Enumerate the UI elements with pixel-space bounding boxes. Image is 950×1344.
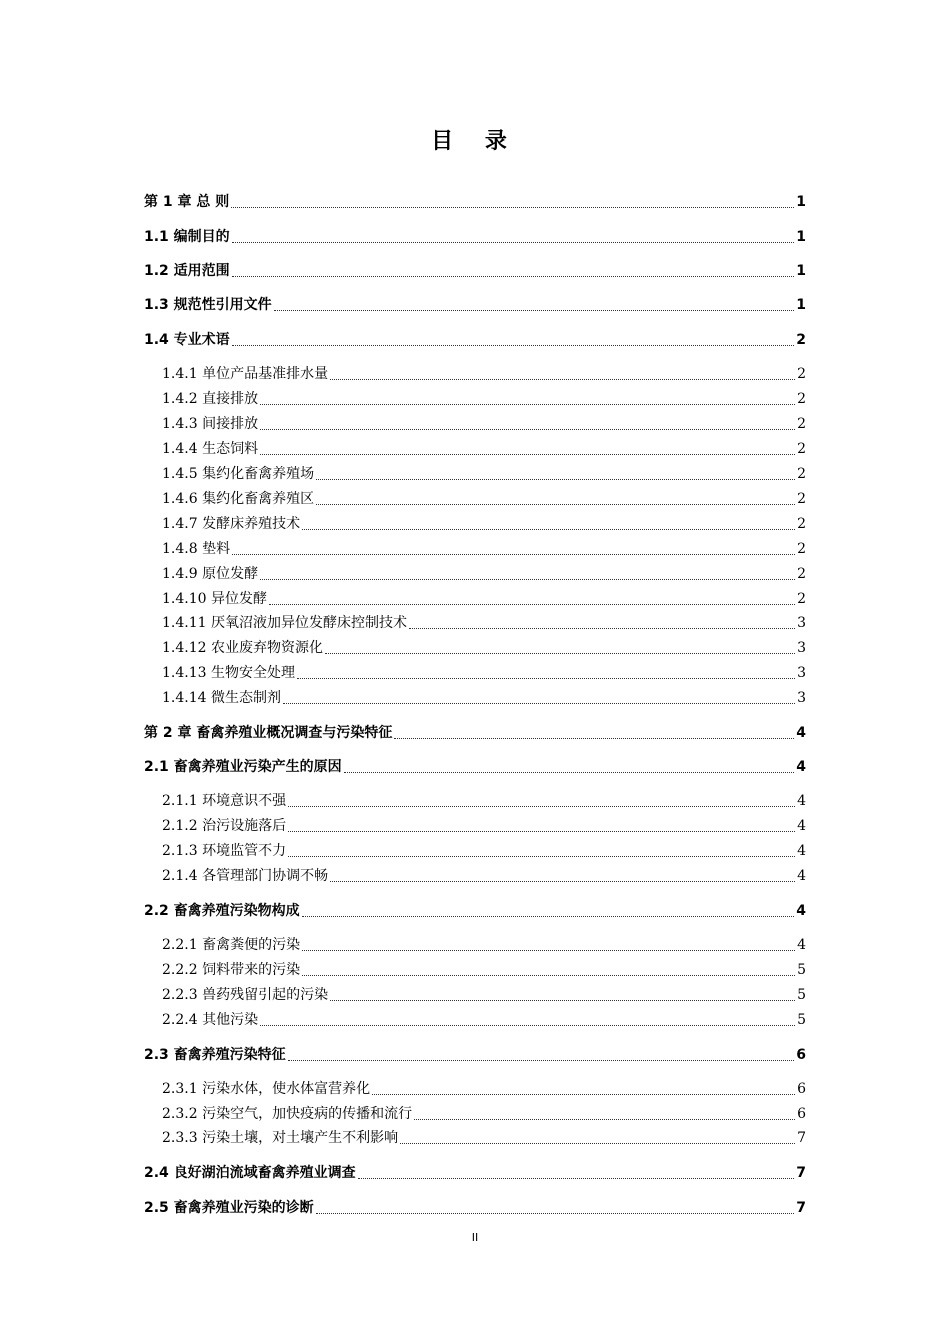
toc-leader-dots	[330, 379, 795, 380]
toc-entry-title: 1.4.1 单位产品基准排水量	[162, 366, 329, 382]
toc-entry-page: 4	[796, 725, 806, 741]
toc-entry[interactable]	[162, 791, 806, 811]
toc-leader-dots	[302, 916, 795, 917]
toc-entry[interactable]	[144, 295, 806, 315]
toc-entry[interactable]	[162, 364, 806, 384]
toc-entry-page: 2	[797, 416, 806, 432]
toc-entry[interactable]	[162, 663, 806, 683]
toc-entry-title: 2.2.4 其他污染	[162, 1012, 259, 1028]
toc-entry[interactable]	[162, 489, 806, 509]
toc-entry-title: 1.4.10 异位发酵	[162, 591, 267, 607]
toc-entry[interactable]	[144, 227, 806, 247]
toc-leader-dots	[260, 1025, 795, 1026]
toc-entry[interactable]	[144, 1045, 806, 1065]
toc-leader-dots	[232, 276, 795, 277]
toc-entry-page: 3	[797, 615, 806, 631]
toc-leader-dots	[231, 207, 794, 208]
toc-entry[interactable]	[162, 688, 806, 708]
toc-leader-dots	[283, 703, 795, 704]
toc-entry[interactable]	[162, 985, 806, 1005]
toc-entry-page: 3	[797, 640, 806, 656]
toc-entry-title: 2.2.1 畜禽粪便的污染	[162, 937, 301, 953]
toc-entry[interactable]	[162, 866, 806, 886]
toc-entry[interactable]	[162, 464, 806, 484]
toc-entry-page: 1	[796, 229, 806, 245]
toc-entry-title: 第 1 章 总 则	[144, 194, 230, 210]
toc-entry-page: 1	[796, 263, 806, 279]
toc-leader-dots	[400, 1143, 795, 1144]
toc-leader-dots	[288, 856, 795, 857]
toc-leader-dots	[297, 678, 795, 679]
toc-leader-dots	[316, 479, 795, 480]
toc-entry[interactable]	[162, 816, 806, 836]
toc-leader-dots	[409, 628, 795, 629]
toc-entry-page: 2	[797, 566, 806, 582]
toc-entry[interactable]	[162, 514, 806, 534]
toc-entry[interactable]	[162, 638, 806, 658]
toc-leader-dots	[316, 1213, 795, 1214]
toc-leader-dots	[232, 345, 795, 346]
toc-entry-page: 4	[797, 868, 806, 884]
toc-entry-page: 2	[797, 391, 806, 407]
toc-entry-page: 4	[796, 903, 806, 919]
toc-entry[interactable]	[162, 1010, 806, 1030]
toc-entry-page: 5	[797, 987, 806, 1003]
toc-entry-title: 2.3.3 污染土壤，对土壤产生不利影响	[162, 1130, 399, 1146]
toc-leader-dots	[288, 806, 795, 807]
toc-entry-title: 1.2 适用范围	[144, 263, 230, 279]
toc-entry-page: 2	[796, 332, 806, 348]
toc-leader-dots	[414, 1119, 795, 1120]
toc-entry-title: 1.4 专业术语	[144, 332, 230, 348]
toc-entry-title: 1.4.12 农业废弃物资源化	[162, 640, 323, 656]
toc-entry-title: 2.3 畜禽养殖污染特征	[144, 1047, 286, 1063]
toc-entry-page: 1	[796, 194, 806, 210]
toc-entry-page: 4	[797, 818, 806, 834]
toc-entry-page: 6	[797, 1081, 806, 1097]
toc-entry-title: 1.4.7 发酵床养殖技术	[162, 516, 301, 532]
toc-entry[interactable]	[162, 1128, 806, 1148]
toc-entry-page: 7	[796, 1200, 806, 1216]
toc-entry-page: 7	[796, 1165, 806, 1181]
toc-entry[interactable]	[162, 564, 806, 584]
toc-entry-page: 2	[797, 516, 806, 532]
toc-entry-page: 4	[796, 759, 806, 775]
toc-entry[interactable]	[162, 589, 806, 609]
toc-entry-title: 1.3 规范性引用文件	[144, 297, 272, 313]
toc-entry[interactable]	[162, 613, 806, 633]
toc-entry-page: 2	[797, 541, 806, 557]
toc-leader-dots	[260, 579, 795, 580]
toc-entry-title: 1.4.6 集约化畜禽养殖区	[162, 491, 315, 507]
toc-leader-dots	[358, 1178, 795, 1179]
toc-entry-title: 1.4.14 微生态制剂	[162, 690, 281, 706]
toc-entry-title: 2.1 畜禽养殖业污染产生的原因	[144, 759, 342, 775]
toc-entry-title: 第 2 章 畜禽养殖业概况调查与污染特征	[144, 725, 393, 741]
toc-entry[interactable]	[144, 261, 806, 281]
toc-entry-title: 1.4.9 原位发酵	[162, 566, 259, 582]
page-title: 目 录	[431, 129, 519, 154]
toc-entry-page: 1	[796, 297, 806, 313]
toc-leader-dots	[260, 454, 795, 455]
toc-entry-title: 1.4.2 直接排放	[162, 391, 259, 407]
toc-leader-dots	[330, 1000, 795, 1001]
toc-entry-page: 6	[797, 1106, 806, 1122]
toc-entry-title: 1.4.5 集约化畜禽养殖场	[162, 466, 315, 482]
toc-entry[interactable]	[144, 901, 806, 921]
toc-leader-dots	[344, 772, 795, 773]
toc-entry-title: 1.4.8 垫料	[162, 541, 231, 557]
toc-entry-title: 2.3.1 污染水体，使水体富营养化	[162, 1081, 371, 1097]
toc-entry[interactable]	[162, 841, 806, 861]
toc-entry[interactable]	[162, 1104, 806, 1124]
toc-entry[interactable]	[162, 389, 806, 409]
toc-entry-page: 5	[797, 1012, 806, 1028]
toc-entry-title: 2.1.3 环境监管不力	[162, 843, 287, 859]
toc-leader-dots	[260, 404, 795, 405]
toc-leader-dots	[302, 950, 795, 951]
toc-entry-title: 1.4.3 间接排放	[162, 416, 259, 432]
toc-entry-page: 7	[797, 1130, 806, 1146]
toc-entry[interactable]	[144, 1163, 806, 1183]
toc-entry-title: 2.2 畜禽养殖污染物构成	[144, 903, 300, 919]
toc-entry-title: 1.4.11 厌氧沼液加异位发酵床控制技术	[162, 615, 407, 631]
toc-entry[interactable]	[162, 414, 806, 434]
toc-entry-page: 4	[797, 937, 806, 953]
toc-leader-dots	[288, 1060, 795, 1061]
toc-entry-title: 2.5 畜禽养殖业污染的诊断	[144, 1200, 314, 1216]
toc-entry[interactable]	[162, 539, 806, 559]
toc-entry-page: 2	[797, 591, 806, 607]
toc-entry-title: 2.1.2 治污设施落后	[162, 818, 287, 834]
toc-leader-dots	[232, 242, 795, 243]
toc-entry-title: 2.4 良好湖泊流域畜禽养殖业调查	[144, 1165, 356, 1181]
toc-entry-page: 2	[797, 366, 806, 382]
toc-entry-page: 2	[797, 491, 806, 507]
toc-leader-dots	[394, 738, 794, 739]
toc-entry-page: 4	[797, 793, 806, 809]
toc-entry-page: 2	[797, 466, 806, 482]
toc-entry[interactable]	[144, 1198, 806, 1218]
toc-entry-title: 2.1.1 环境意识不强	[162, 793, 287, 809]
toc-entry-title: 2.2.2 饲料带来的污染	[162, 962, 301, 978]
toc-entry[interactable]	[162, 439, 806, 459]
toc-entry[interactable]	[144, 192, 806, 212]
toc-entry[interactable]	[162, 960, 806, 980]
toc-entry-page: 4	[797, 843, 806, 859]
toc-entry[interactable]	[144, 757, 806, 777]
toc-leader-dots	[288, 831, 795, 832]
toc-leader-dots	[274, 310, 795, 311]
toc-leader-dots	[260, 429, 795, 430]
toc-leader-dots	[302, 529, 795, 530]
toc-entry-page: 6	[796, 1047, 806, 1063]
toc-entry[interactable]	[144, 330, 806, 350]
toc-entry[interactable]	[162, 935, 806, 955]
toc-entry-title: 1.1 编制目的	[144, 229, 230, 245]
toc-entry-title: 2.1.4 各管理部门协调不畅	[162, 868, 329, 884]
toc-entry-page: 5	[797, 962, 806, 978]
toc-entry[interactable]	[162, 1079, 806, 1099]
page-number: II	[471, 1231, 479, 1244]
toc-leader-dots	[302, 975, 795, 976]
toc-leader-dots	[316, 504, 795, 505]
toc-leader-dots	[330, 881, 795, 882]
toc-leader-dots	[232, 554, 795, 555]
toc-entry-title: 2.2.3 兽药残留引起的污染	[162, 987, 329, 1003]
toc-entry[interactable]	[144, 723, 806, 743]
toc-entry-title: 1.4.4 生态饲料	[162, 441, 259, 457]
toc-entry-title: 1.4.13 生物安全处理	[162, 665, 295, 681]
toc-leader-dots	[325, 653, 795, 654]
toc-entry-page: 3	[797, 665, 806, 681]
toc-entry-title: 2.3.2 污染空气，加快疫病的传播和流行	[162, 1106, 413, 1122]
toc-leader-dots	[372, 1094, 795, 1095]
toc-entry-page: 2	[797, 441, 806, 457]
toc-leader-dots	[269, 604, 795, 605]
toc-entry-page: 3	[797, 690, 806, 706]
